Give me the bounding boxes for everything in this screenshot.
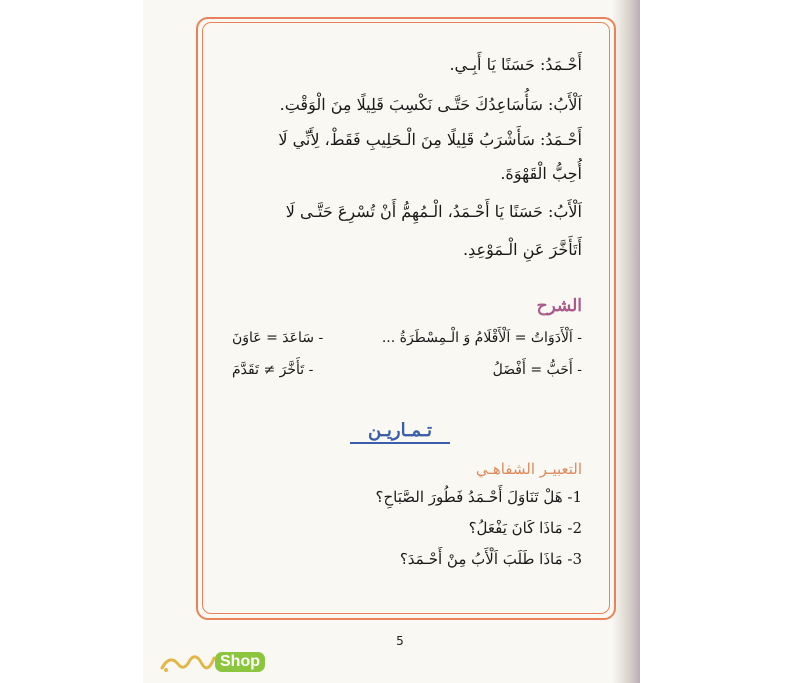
dialogue-text: حَسَنًا يَا أَحْـمَدُ، الْـمُهِمُّ أَنْ تُسْرِعَ حَتَّـى لَا xyxy=(285,202,543,221)
sharh-item-4: - تَأَخَّرَ ≠ تَقَدَّمَ xyxy=(232,362,314,378)
oral-expression-title: التعبيـر الشفاهـي xyxy=(475,460,582,478)
page-edge-shadow xyxy=(612,0,640,683)
dialogue-line-6 xyxy=(463,240,582,259)
page-number: 5 xyxy=(396,634,404,648)
logo-shop-text: Shop xyxy=(215,652,265,672)
dialogue-text: أُحِبُّ الْقَهْوَةَ. xyxy=(500,164,582,183)
dialogue-text: أَتَأَخَّرَ عَنِ الْـمَوْعِدِ. xyxy=(463,240,582,259)
exercises-title: تـمـاريـن xyxy=(340,420,460,441)
question-1: 1- هَلْ تَنَاوَلَ أَحْـمَدُ فَطُورَ الصَّبَاحِ؟ xyxy=(375,488,582,506)
dialogue-line-1 xyxy=(449,55,582,74)
sharh-item-2: - أَحَبُّ = أَفْضَلُ xyxy=(492,362,582,378)
dialogue-line-4 xyxy=(500,164,582,183)
speaker-label: أَحْـمَدُ: xyxy=(539,130,582,149)
sharh-title: الشرح xyxy=(536,296,582,316)
dialogue-text: حَسَنًا يَا أَبِـي. xyxy=(449,55,535,74)
dialogue-line-5 xyxy=(286,202,582,221)
question-3: 3- مَاذَا طَلَبَ اَلْأَبُ مِنْ أَحْـمَدَ؟ xyxy=(399,550,582,568)
dialogue-text: سَأُسَاعِدُكَ حَتَّـى نَكْسِبَ قَلِيلًا مِنَ الْوَقْتِ. xyxy=(279,95,543,114)
sharh-item-3: - سَاعَدَ = عَاوَنَ xyxy=(232,330,324,346)
dialogue-line-3 xyxy=(278,130,582,149)
speaker-label: أَحْـمَدُ: xyxy=(539,55,582,74)
sharh-item-1: - اَلْأَدَوَاتُ = اَلْأَقْلَامُ وَ الْـمِسْطَرَةُ ... xyxy=(381,330,582,346)
speaker-label: اَلْأَبُ: xyxy=(547,95,582,114)
question-2: 2- مَاذَا كَانَ يَفْعَلُ؟ xyxy=(468,519,582,537)
dialogue-line-2 xyxy=(280,95,582,114)
speaker-label: اَلْأَبُ: xyxy=(547,202,582,221)
dialogue-text: سَأَشْرَبُ قَلِيلًا مِنَ الْـحَلِيبِ فَقَطْ، لِأَنِّي لَا xyxy=(278,130,535,149)
